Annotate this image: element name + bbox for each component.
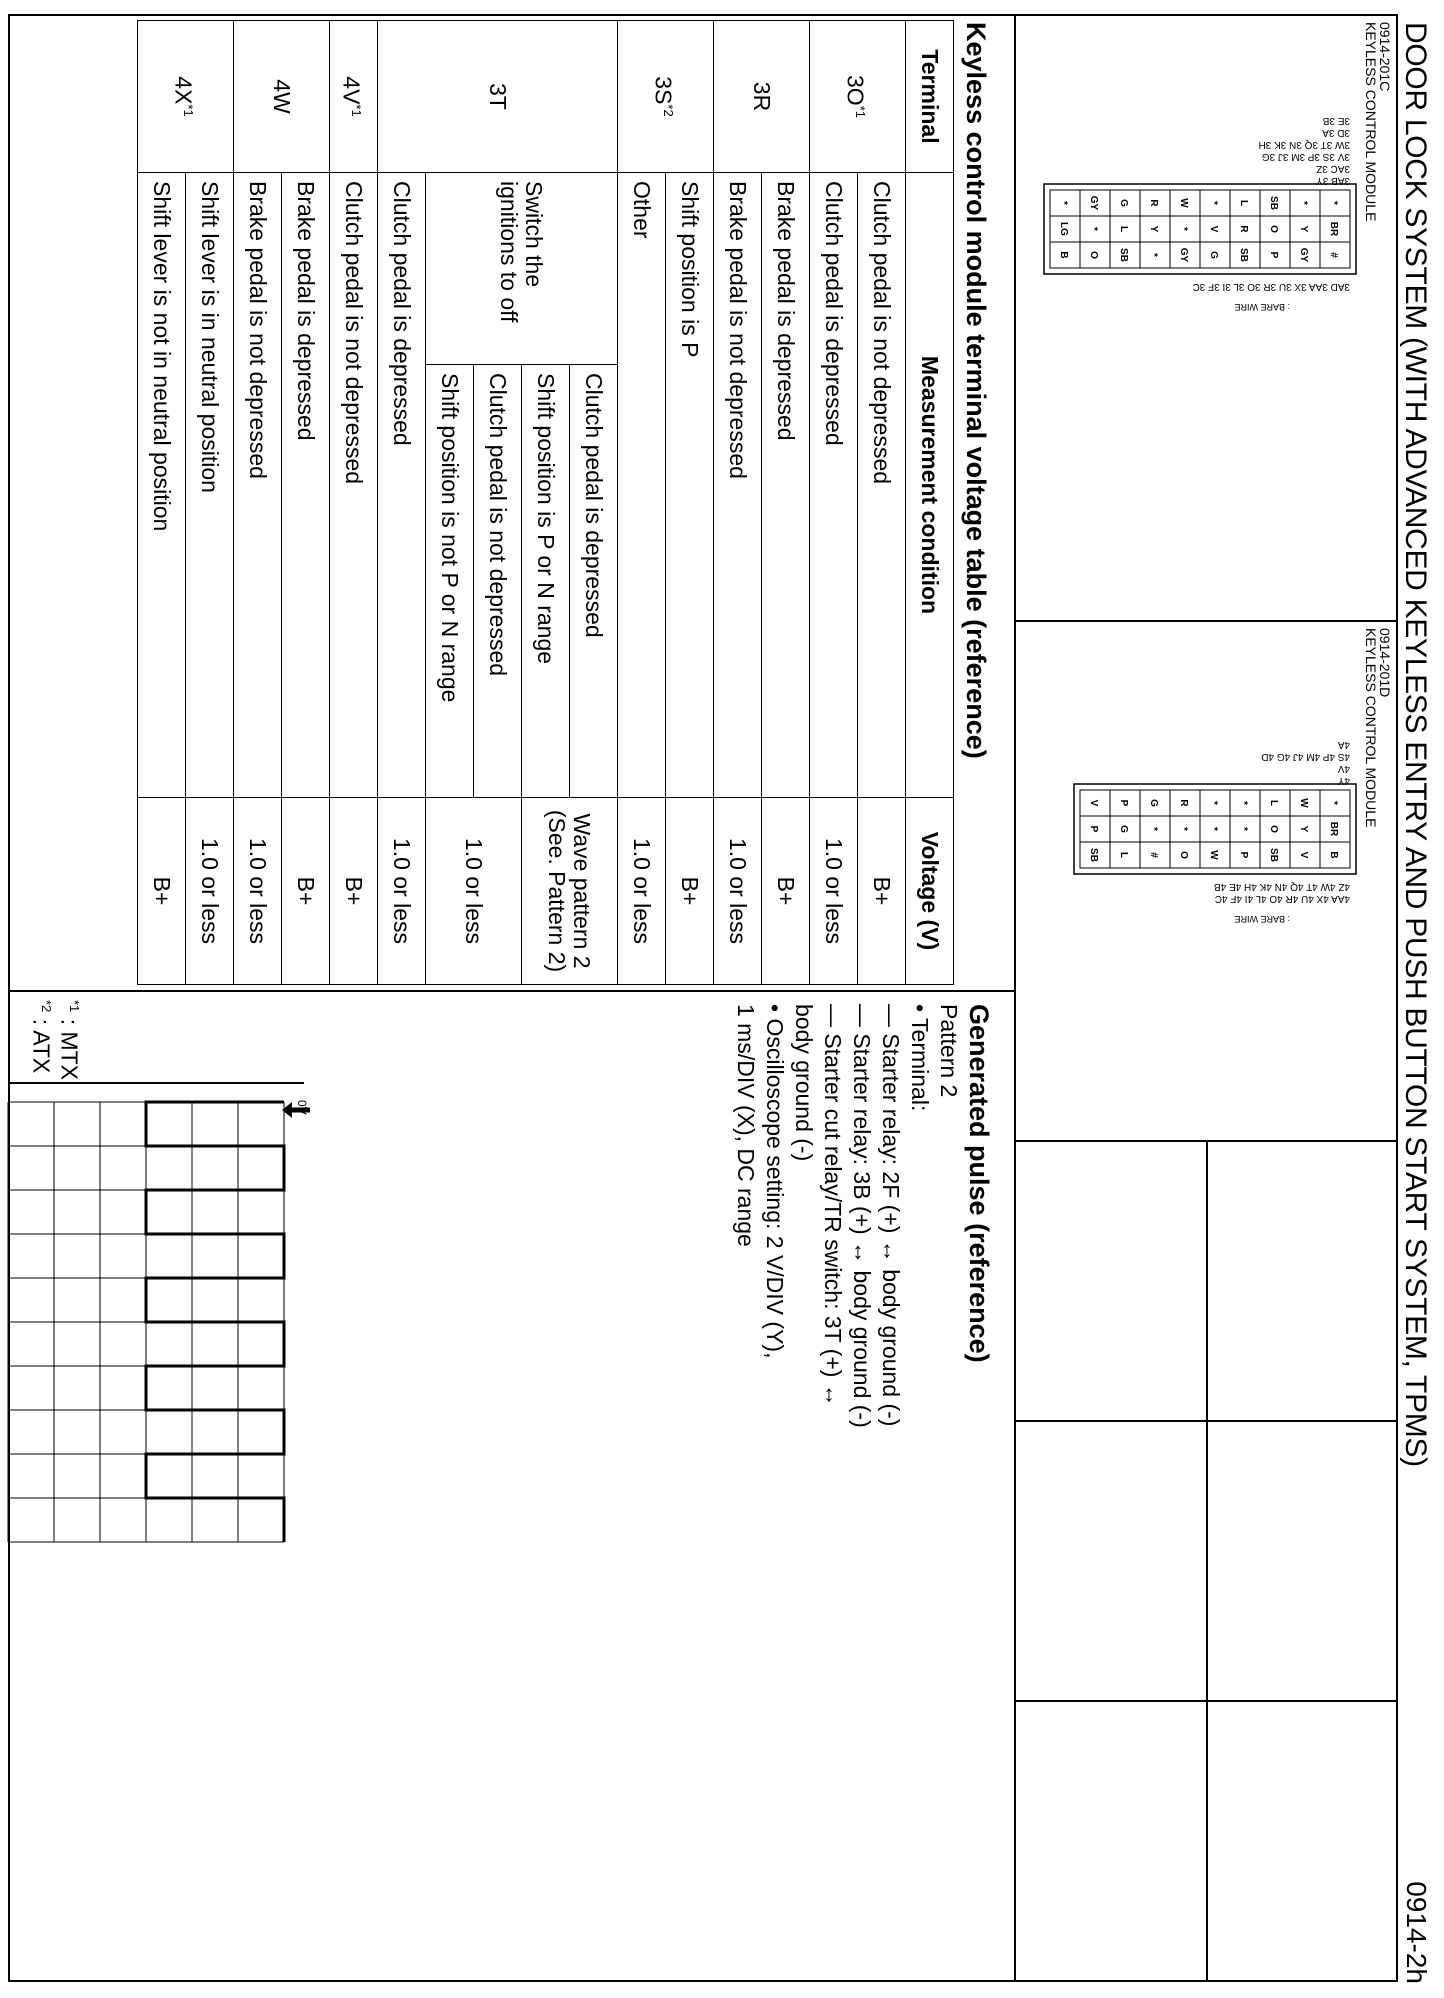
table-row	[858, 21, 906, 985]
voltage-cell: 1.0 or less	[186, 798, 234, 985]
connector-pin-label: L	[1118, 851, 1129, 859]
connector-pin-label: *	[1148, 253, 1159, 257]
voltage-cell: B+	[762, 798, 810, 985]
pin-number-label: 3AB 3Y	[1316, 175, 1350, 186]
condition-group-cell: Switch the ignitions to off	[426, 173, 618, 365]
table-row	[570, 21, 618, 985]
connector-pin-label: GY	[1178, 247, 1189, 263]
connector-pin-label: SB	[1088, 848, 1099, 862]
pin-number-label: 4AA 4X 4U 4R 4O 4L 4I 4F 4C	[1214, 893, 1350, 904]
table-row	[762, 21, 810, 985]
connector-d-diagram	[1022, 700, 1362, 1130]
oscilloscope-setting-2: 1 ms/DIV (X), DC range	[733, 1004, 759, 1247]
connector-pin-label: V	[1208, 225, 1219, 233]
connector-pin-label: *	[1058, 201, 1069, 205]
terminal-label: • Terminal:	[907, 1004, 933, 1112]
connector-pin-label: BR	[1328, 221, 1339, 237]
connector-pin-label: O	[1178, 851, 1189, 859]
connector-pin-label: O	[1088, 251, 1099, 259]
connector-pin-label: *	[1238, 801, 1249, 805]
connector-pin-label: LG	[1058, 222, 1069, 236]
bare-wire-label: : BARE WIRE	[1234, 302, 1290, 312]
connector-pin-label: #	[1148, 852, 1159, 858]
condition-cell: Shift position is P or N range	[522, 365, 570, 798]
terminal-cell: 3T	[378, 21, 618, 173]
condition-cell: Other	[618, 173, 666, 798]
connector-pin-label: *	[1208, 201, 1219, 205]
voltage-cell: B+	[330, 798, 378, 985]
connector-pin-label: G	[1148, 799, 1159, 807]
connector-pin-label: *	[1178, 227, 1189, 231]
voltage-table-title: Keyless control module terminal voltage table (reference)	[961, 22, 991, 759]
terminal-cell: 4W	[234, 21, 330, 173]
connector-pin-label: *	[1298, 201, 1309, 205]
pin-number-label: 4A	[1337, 739, 1350, 750]
pin-number-label: 4V	[1337, 763, 1350, 774]
terminal-cell: $4V^{*1}$	[330, 21, 378, 173]
connector-pin-label: L	[1268, 799, 1279, 807]
header-condition: Measurement condition	[906, 173, 954, 798]
terminal-cell: $3S^{*2}$	[618, 21, 714, 173]
voltage-cell: B+	[858, 798, 906, 985]
terminal-line-1: — Starter relay: 2F (+) ↔ body ground (-)	[878, 1004, 904, 1427]
pattern-label: Pattern 2	[936, 1004, 962, 1098]
connector-pin-label: SB	[1268, 848, 1279, 862]
header-voltage: Voltage (V)	[906, 798, 954, 985]
connector-pin-label: O	[1268, 825, 1279, 833]
pin-number-label: 4Z 4W 4T 4Q 4N 4K 4H 4E 4B	[1214, 881, 1350, 892]
connector-pin-label: L	[1118, 225, 1129, 233]
connector-pin-label: Y	[1298, 225, 1309, 233]
oscilloscope-setting: • Oscilloscope setting: 2 V/DIV (Y),	[762, 1004, 788, 1359]
connector-c-code: 0914-201C	[1377, 22, 1393, 92]
condition-cell: Brake pedal is depressed	[282, 173, 330, 798]
connector-pin-label: *	[1328, 801, 1339, 805]
condition-cell: Shift position is not P or N range	[426, 365, 474, 798]
voltage-cell: B+	[282, 798, 330, 985]
connector-pin-label: GY	[1088, 195, 1099, 211]
connector-pin-label: #	[1328, 252, 1339, 258]
waveform-grid	[8, 1100, 310, 1542]
connector-c-grid	[1044, 115, 1356, 312]
terminal-line-2: — Starter relay: 3B (+) ↔ body ground (-)	[849, 1004, 875, 1428]
voltage-cell: 1.0 or less	[714, 798, 762, 985]
terminal-cell: $4X^{*1}$	[138, 21, 234, 173]
table-row	[666, 21, 714, 985]
condition-cell: Brake pedal is depressed	[762, 173, 810, 798]
connector-pin-label: SB	[1118, 248, 1129, 262]
table-row	[186, 21, 234, 985]
voltage-cell: 1.0 or less	[234, 798, 282, 985]
connector-pin-label: SB	[1238, 248, 1249, 262]
connector-pin-label: P	[1268, 251, 1279, 259]
pin-number-label: 3D 3A	[1322, 127, 1350, 138]
voltage-cell: B+	[138, 798, 186, 985]
condition-cell: Clutch pedal is not depressed	[858, 173, 906, 798]
table-row	[330, 21, 378, 985]
page-title: DOOR LOCK SYSTEM (WITH ADVANCED KEYLESS ENTRY AND PUSH BUTTON START SYSTEM, TPMS)	[1399, 22, 1432, 1467]
terminal-cell: 3R	[714, 21, 810, 173]
connector-pin-label: P	[1238, 851, 1249, 859]
connector-pin-label: G	[1208, 251, 1219, 259]
connector-d-name: KEYLESS CONTROL MODULE	[1363, 628, 1379, 828]
condition-cell: Shift lever is in neutral position	[186, 173, 234, 798]
connector-pin-label: W	[1208, 850, 1219, 860]
connector-pin-label: *	[1328, 201, 1339, 205]
pin-number-label: 3V 3S 3P 3M 3J 3G	[1261, 151, 1350, 162]
voltage-cell: 1.0 or less	[426, 798, 522, 985]
zero-volt-label: 0V	[295, 1100, 309, 1115]
connector-pin-label: GY	[1298, 247, 1309, 263]
connector-pin-label: O	[1268, 225, 1279, 233]
connector-pin-label: R	[1238, 225, 1249, 233]
connector-pin-label: B	[1058, 251, 1069, 259]
condition-cell: Clutch pedal is depressed	[378, 173, 426, 798]
connector-pin-label: G	[1118, 825, 1129, 833]
condition-cell: Clutch pedal is depressed	[570, 365, 618, 798]
connector-pin-label: *	[1208, 827, 1219, 831]
band-divider	[1014, 14, 1016, 1982]
voltage-cell: 1.0 or less	[378, 798, 426, 985]
table-header-row	[906, 21, 954, 985]
connector-pin-label: R	[1178, 799, 1189, 807]
connector-c-diagram	[1022, 90, 1362, 610]
connector-pin-label: W	[1298, 798, 1309, 808]
connector-d-code: 0914-201D	[1377, 628, 1393, 698]
connector-pin-label: W	[1178, 198, 1189, 208]
terminal-cell: $3O^{*1}$	[810, 21, 906, 173]
voltage-cell: 1.0 or less	[618, 798, 666, 985]
pin-number-label: 3W 3T 3Q 3N 3K 3H	[1258, 139, 1350, 150]
connector-pin-label: L	[1238, 199, 1249, 207]
pin-number-label: 3E 3B	[1322, 115, 1350, 126]
generated-pulse-section	[731, 1004, 994, 1684]
pulse-waveform	[146, 1102, 284, 1542]
connector-pin-label: *	[1208, 801, 1219, 805]
voltage-cell: B+	[666, 798, 714, 985]
condition-cell: Clutch pedal is not depressed	[474, 365, 522, 798]
connector-pin-label: *	[1148, 827, 1159, 831]
connector-pin-label: B	[1328, 851, 1339, 859]
connector-c-name: KEYLESS CONTROL MODULE	[1363, 22, 1379, 222]
connector-pin-label: SB	[1268, 196, 1279, 210]
header-terminal: Terminal	[906, 21, 954, 173]
pin-number-label: 4Y	[1337, 775, 1350, 786]
condition-cell: Brake pedal is not depressed	[234, 173, 282, 798]
terminal-line-3: — Starter cut relay/TR switch: 3T (+) ↔	[820, 1004, 846, 1407]
voltage-cell: Wave pattern 2 (See. Pattern 2)	[522, 798, 618, 985]
terminal-line-4: body ground (-)	[791, 1004, 817, 1162]
waveform-graph	[4, 1082, 314, 1982]
connector-pin-label: V	[1088, 799, 1099, 807]
pin-number-label: 3AC 3Z	[1316, 163, 1350, 174]
connector-pin-label: *	[1238, 827, 1249, 831]
condition-cell: Clutch pedal is depressed	[810, 173, 858, 798]
condition-cell: Shift lever is not in neutral position	[138, 173, 186, 798]
connector-pin-label: R	[1148, 199, 1159, 207]
footnote-2: $^{*2}$ : ATX	[28, 1000, 55, 1074]
connector-pin-label: *	[1088, 227, 1099, 231]
condition-cell: Clutch pedal is not depressed	[330, 173, 378, 798]
connector-pin-label: BR	[1328, 821, 1339, 837]
pin-number-label: 3AD 3AA 3X 3U 3R 3O 3L 3I 3F 3C	[1192, 281, 1350, 292]
bare-wire-label: : BARE WIRE	[1234, 914, 1290, 924]
footnote-1: $^{*1}$ : MTX	[56, 1000, 83, 1081]
generated-pulse-title: Generated pulse (reference)	[964, 1004, 994, 1363]
pin-number-label: 4S 4P 4M 4J 4G 4D	[1261, 751, 1350, 762]
connector-pin-label: P	[1088, 825, 1099, 833]
connector-pin-label: P	[1118, 799, 1129, 807]
connector-pin-label: *	[1178, 827, 1189, 831]
connector-pin-label: Y	[1148, 225, 1159, 233]
connector-pin-label: V	[1298, 851, 1309, 859]
voltage-table	[137, 20, 995, 985]
connector-pin-label: G	[1118, 199, 1129, 207]
connector-d-grid	[1074, 739, 1356, 924]
voltage-cell: 1.0 or less	[810, 798, 858, 985]
table-row	[282, 21, 330, 985]
connector-pin-label: Y	[1298, 825, 1309, 833]
page-id: 0914-2h	[1401, 1881, 1432, 1984]
column-divider	[8, 990, 1016, 992]
condition-cell: Shift position is P	[666, 173, 714, 798]
condition-cell: Brake pedal is not depressed	[714, 173, 762, 798]
